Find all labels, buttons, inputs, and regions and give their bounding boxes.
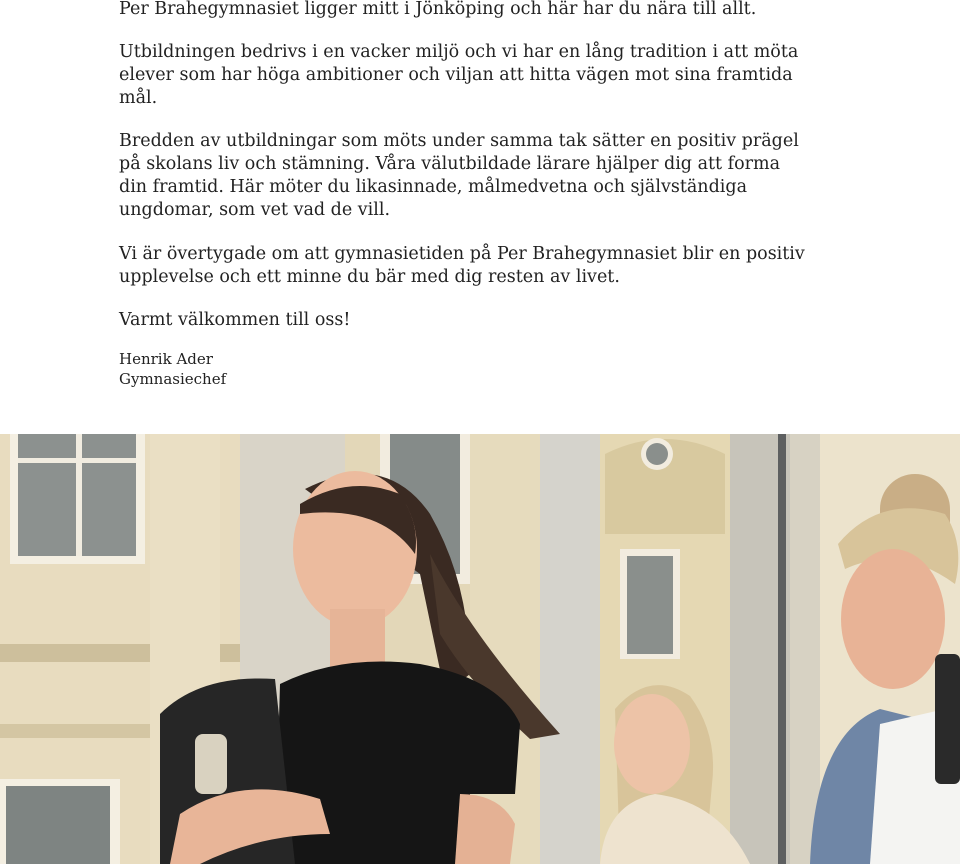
paragraph-conviction: Vi är övertygade om att gymnasietiden på Per Brahegymnasiet blir en positiv upplevelse och ett minne du bär med dig resten av livet. (119, 244, 805, 287)
students-photo (0, 434, 960, 864)
paragraph-intro: Per Brahegymnasiet ligger mitt i Jönköping och här har du nära till allt. (119, 0, 757, 19)
paragraph-breadth: Bredden av utbildningar som möts under samma tak sätter en positiv prägel på skolans liv och stämning. Våra välutbildade lärare hjälper dig att forma din framtid. Här möter du likasinnade, målmedvetna och självständiga ungdomar, som vet vad de vill. (119, 131, 799, 220)
students-illustration (0, 434, 960, 864)
paragraph-welcome: Varmt välkommen till oss! (119, 310, 351, 330)
signature (119, 349, 226, 389)
signature-name: Henrik Ader (119, 350, 213, 368)
paragraph-tradition: Utbildningen bedrivs i en vacker miljö och vi har en lång tradition i att möta elever som har höga ambitioner och viljan att hitta vägen mot sina framtida mål. (119, 42, 799, 108)
signature-title: Gymnasiechef (119, 370, 227, 388)
